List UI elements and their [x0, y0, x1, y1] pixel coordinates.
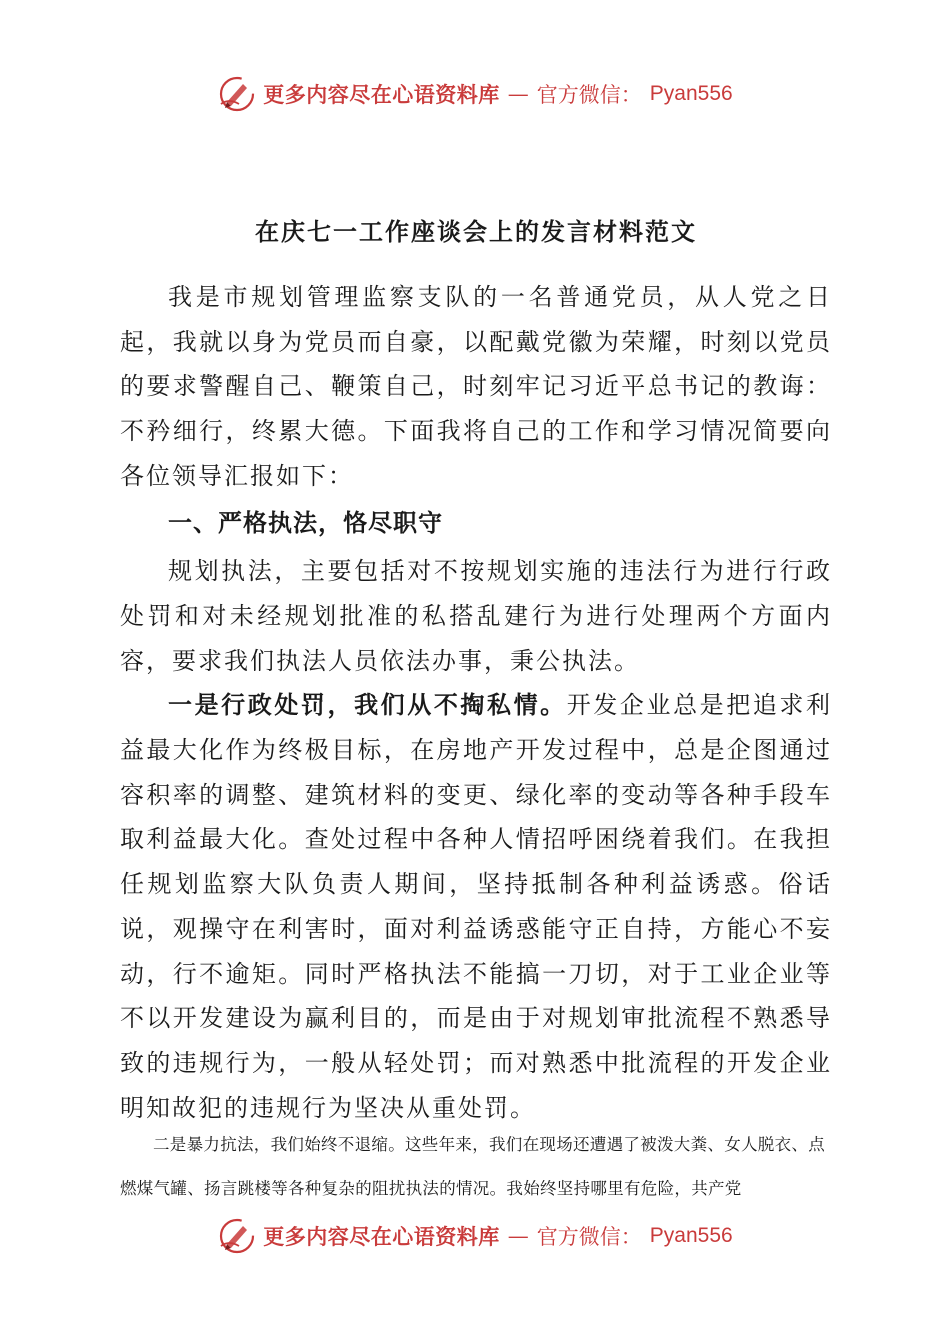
pen-logo-icon [217, 74, 257, 114]
point-one-body: 开发企业总是把追求利益最大化作为终极目标，在房地产开发过程中，总是企图通过容积率的调整、建筑材料的变更、绿化率的变动等各种手段车取利益最大化。查处过程中各种人情招呼困绕着我们。在我担任规划监察大队负责人期间，坚持抵制各种利益诱惑。俗话说，观操守在利害时，面对利益诱惑能守正自持，方能心不妄动，行不逾矩。同时严格执法不能搞一刀切，对于工业企业等不以开发建设为赢利目的，而是由于对规划审批流程不熟悉导致的违规行为，一般从轻处罚；而对熟悉中批流程的开发企业明知故犯的违规行为坚决从重处罚。 [120, 691, 832, 1122]
wechat-id: Pyan556 [649, 82, 733, 105]
section-paragraph: 规划执法，主要包括对不按规划实施的违法行为进行行政处罚和对未经规划批准的私搭乱建行为进行处理两个方面内容，要求我们执法人员依法办事，秉公执法。 [120, 557, 832, 675]
brand-dash: — [507, 82, 529, 106]
point-one-lead: 一是行政处罚，我们从不掏私情。 [168, 690, 567, 720]
document-title: 在庆七一工作座谈会上的发言材料范文 [255, 217, 697, 246]
intro-paragraph: 我是市规划管理监察支队的一名普通党员，从人党之日起，我就以身为党员而自豪，以配戴党徽为荣耀，时刻以党员的要求警醒自己、鞭策自己，时刻牢记习近平总书记的教诲：不矜细行，终累大德。下面我将自己的工作和学习情况简要向各位领导汇报如下： [120, 283, 832, 490]
section-heading: 一、严格执法，恪尽职守 [168, 507, 443, 537]
wechat-id: Pyan556 [649, 1224, 733, 1247]
brand-watermark-footer [217, 1216, 732, 1256]
point-two-paragraph: 二是暴力抗法，我们始终不退缩。这些年来，我们在现场还遭遇了被泼大粪、女人脱衣、点燃煤气罐、扬言跳楼等各种复杂的阻扰执法的情况。我始终坚持哪里有危险，共产党 [120, 1136, 825, 1198]
brand-watermark [217, 74, 732, 114]
brand-dash: — [507, 1224, 529, 1248]
pen-logo-icon [217, 1216, 257, 1256]
footer-watermark [0, 1206, 950, 1266]
point-one-paragraph [120, 683, 832, 1130]
brand-text: 更多内容尽在心语资料库 [263, 82, 500, 107]
brand-text: 更多内容尽在心语资料库 [263, 1224, 500, 1249]
wechat-label: 官方微信： [536, 1225, 642, 1249]
wechat-label: 官方微信： [536, 83, 642, 107]
header-watermark [0, 64, 950, 124]
document-body [120, 212, 832, 1130]
